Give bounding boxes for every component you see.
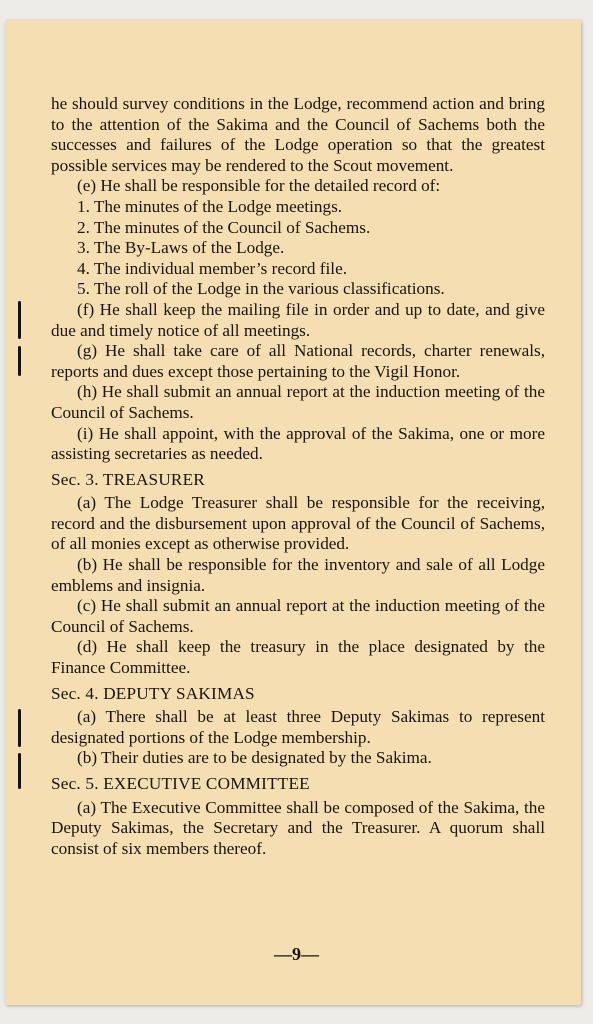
section-heading-treasurer: Sec. 3. TREASURER — [51, 469, 205, 489]
paragraph-treasurer-a: (a) The Lodge Treasurer shall be responsible for the receiving, record and the disbursement upon approval of the Council of Sachems, of all monies except as otherwise provided. — [51, 493, 545, 554]
section-heading-executive-committee: Sec. 5. EXECUTIVE COMMITTEE — [51, 774, 310, 793]
paragraph-treasurer-c: (c) He shall submit an annual report at the induction meeting of the Council of Sachems. — [51, 596, 545, 636]
list-item: 4. The individual member’s record file. — [77, 258, 347, 278]
paragraph-deputy-a: (a) There shall be at least three Deputy Sakimas to represent designated portions of the Lodge membership. — [51, 707, 545, 747]
paragraph-e: (e) He shall be responsible for the detailed record of: — [77, 176, 441, 196]
page-number: —9— — [274, 944, 319, 964]
margin-mark — [18, 301, 21, 339]
list-item: 5. The roll of the Lodge in the various classifications. — [77, 279, 445, 299]
paragraph-intro: he should survey conditions in the Lodge, recommend action and bring to the attention of the Sakima and the Council of Sachems both the successes and failures of the Lodge operation so that the greatest possible services may be rendered to the Scout movement. — [51, 94, 545, 175]
paragraph-treasurer-b: (b) He shall be responsible for the inventory and sale of all Lodge emblems and insignia. — [51, 555, 545, 595]
paragraph-f: (f) He shall keep the mailing file in order and up to date, and give due and timely notice of all meetings. — [51, 299, 545, 340]
paragraph-executive-a: (a) The Executive Committee shall be composed of the Sakima, the Deputy Sakimas, the Secretary and the Treasurer. A quorum shall consist of six members thereof. — [51, 797, 545, 858]
page-body — [51, 94, 545, 859]
paragraph-i: (i) He shall appoint, with the approval of the Sakima, one or more assisting secretaries as needed. — [51, 423, 545, 464]
paragraph-g: (g) He shall take care of all National records, charter renewals, reports and dues except those pertaining to the Vigil Honor. — [51, 341, 545, 381]
paragraph-deputy-b: (b) Their duties are to be designated by the Sakima. — [77, 748, 432, 768]
list-item: 2. The minutes of the Council of Sachems. — [77, 217, 371, 237]
list-item: 3. The By-Laws of the Lodge. — [77, 238, 285, 258]
margin-mark — [18, 346, 21, 376]
paragraph-treasurer-d: (d) He shall keep the treasury in the place designated by the Finance Committee. — [51, 637, 545, 678]
list-item: 1. The minutes of the Lodge meetings. — [77, 196, 343, 216]
paragraph-h: (h) He shall submit an annual report at the induction meeting of the Council of Sachems. — [51, 382, 545, 422]
margin-mark — [18, 709, 21, 747]
section-heading-deputy-sakimas: Sec. 4. DEPUTY SAKIMAS — [51, 683, 255, 703]
margin-mark — [18, 753, 21, 789]
